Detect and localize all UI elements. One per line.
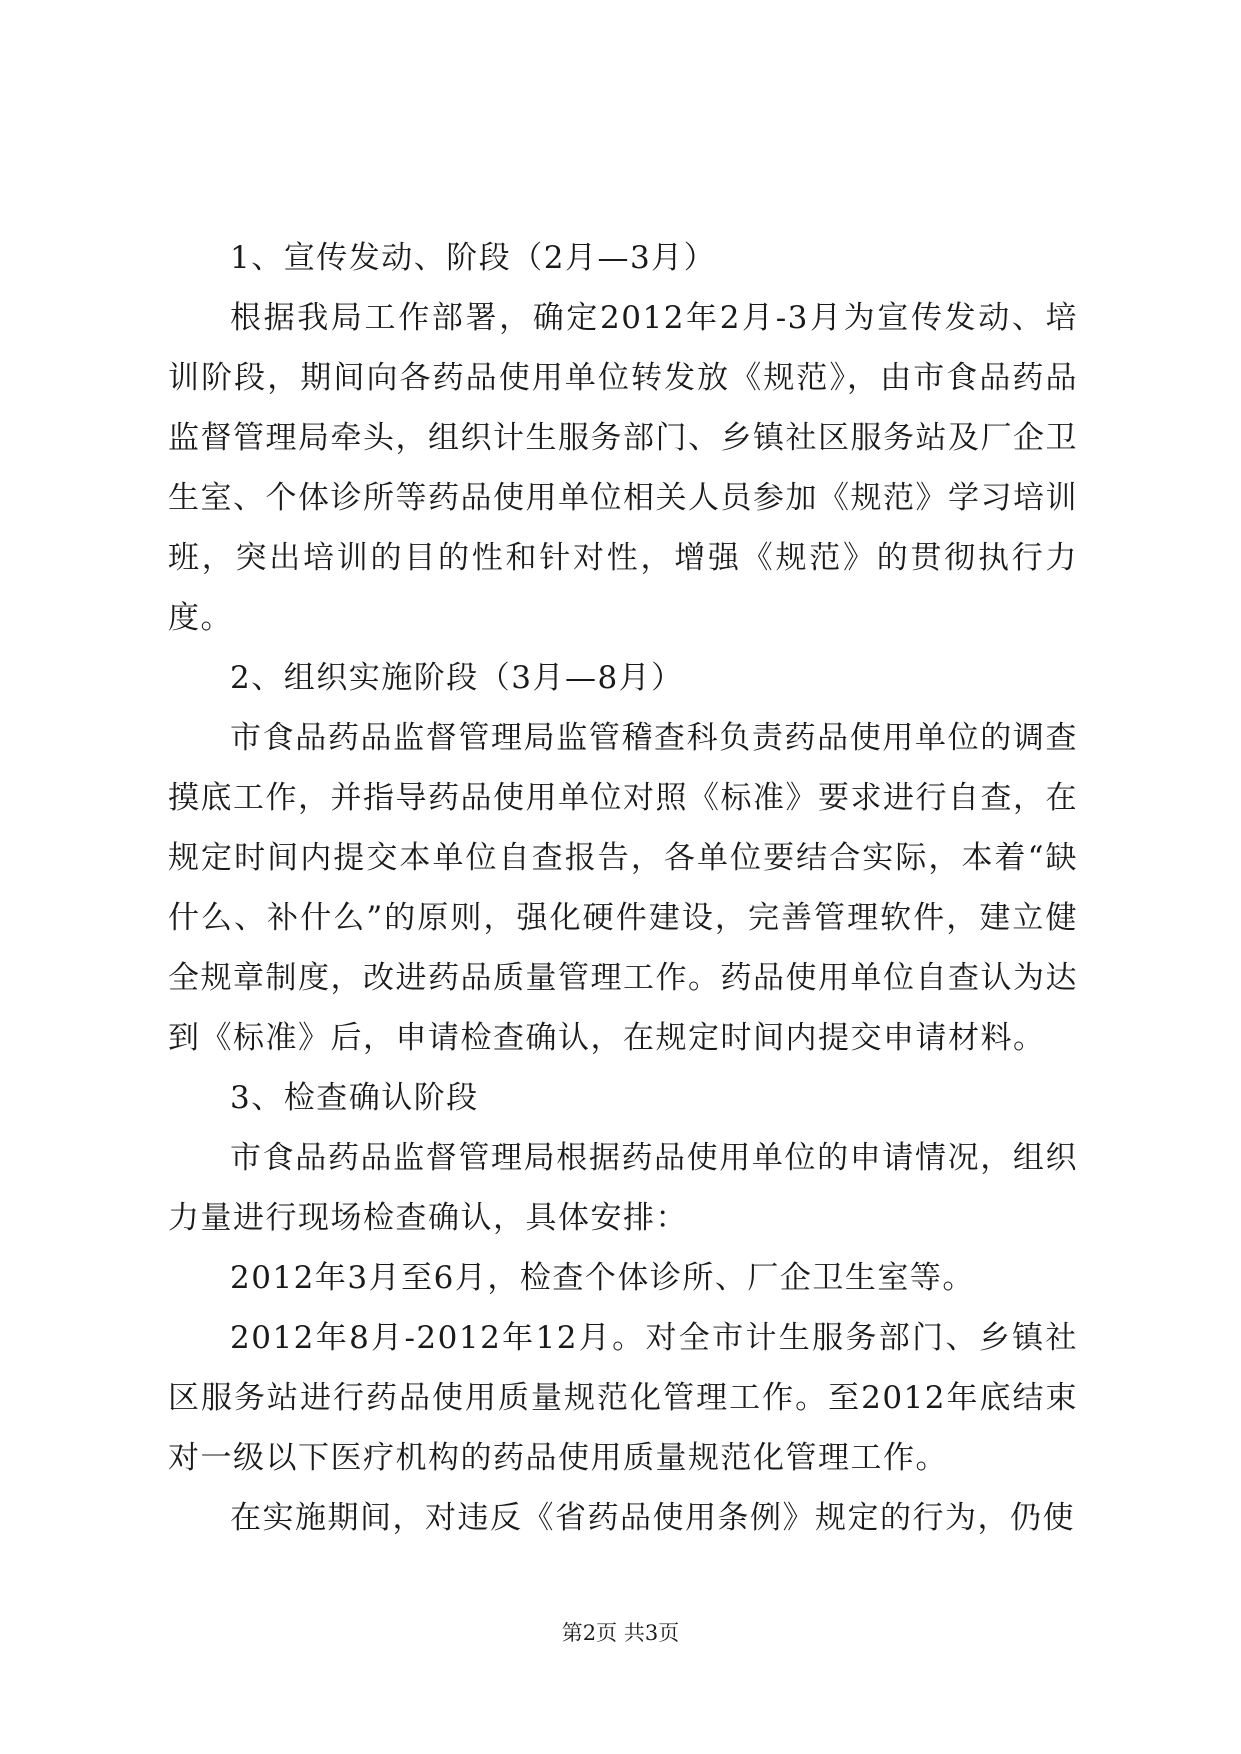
- section-heading-inspection-stage: 3、检查确认阶段: [230, 1080, 479, 1116]
- paragraph-implementation: 市食品药品监督管理局监管稽查科负责药品使用单位的调查摸底工作，并指导药品使用单位对照《标准》要求进行自查，在规定时间内提交本单位自查报告，各单位要结合实际，本着“缺什么、补什么”的原则，强化硬件建设，完善管理软件，建立健全规章制度，改进药品质量管理工作。药品使用单位自查认为达到《标准》后，申请检查确认，在规定时间内提交申请材料。: [168, 720, 1078, 1056]
- section-heading-implementation-stage: 2、组织实施阶段（3月—8月）: [230, 660, 684, 696]
- paragraph-schedule-clinics: 2012年3月至6月，检查个体诊所、厂企卫生室等。: [230, 1260, 975, 1296]
- paragraph-schedule-service-stations: 2012年8月-2012年12月。对全市计生服务部门、乡镇社区服务站进行药品使用质量规范化管理工作。至2012年底结束对一级以下医疗机构的药品使用质量规范化管理工作。: [168, 1320, 1078, 1476]
- section-heading-publicity-stage: 1、宣传发动、阶段（2月—3月）: [230, 240, 717, 276]
- page-footer: 第2页 共3页: [561, 1621, 680, 1645]
- paragraph-violations: 在实施期间，对违反《省药品使用条例》规定的行为，仍使: [230, 1500, 1075, 1536]
- document-body: [168, 228, 1078, 1548]
- paragraph-inspection: 市食品药品监督管理局根据药品使用单位的申请情况，组织力量进行现场检查确认，具体安排：: [168, 1140, 1078, 1236]
- paragraph-publicity-training: 根据我局工作部署，确定2012年2月-3月为宣传发动、培训阶段，期间向各药品使用单位转发放《规范》，由市食品药品监督管理局牵头，组织计生服务部门、乡镇社区服务站及厂企卫生室、个体诊所等药品使用单位相关人员参加《规范》学习培训班，突出培训的目的性和针对性，增强《规范》的贯彻执行力度。: [168, 300, 1078, 636]
